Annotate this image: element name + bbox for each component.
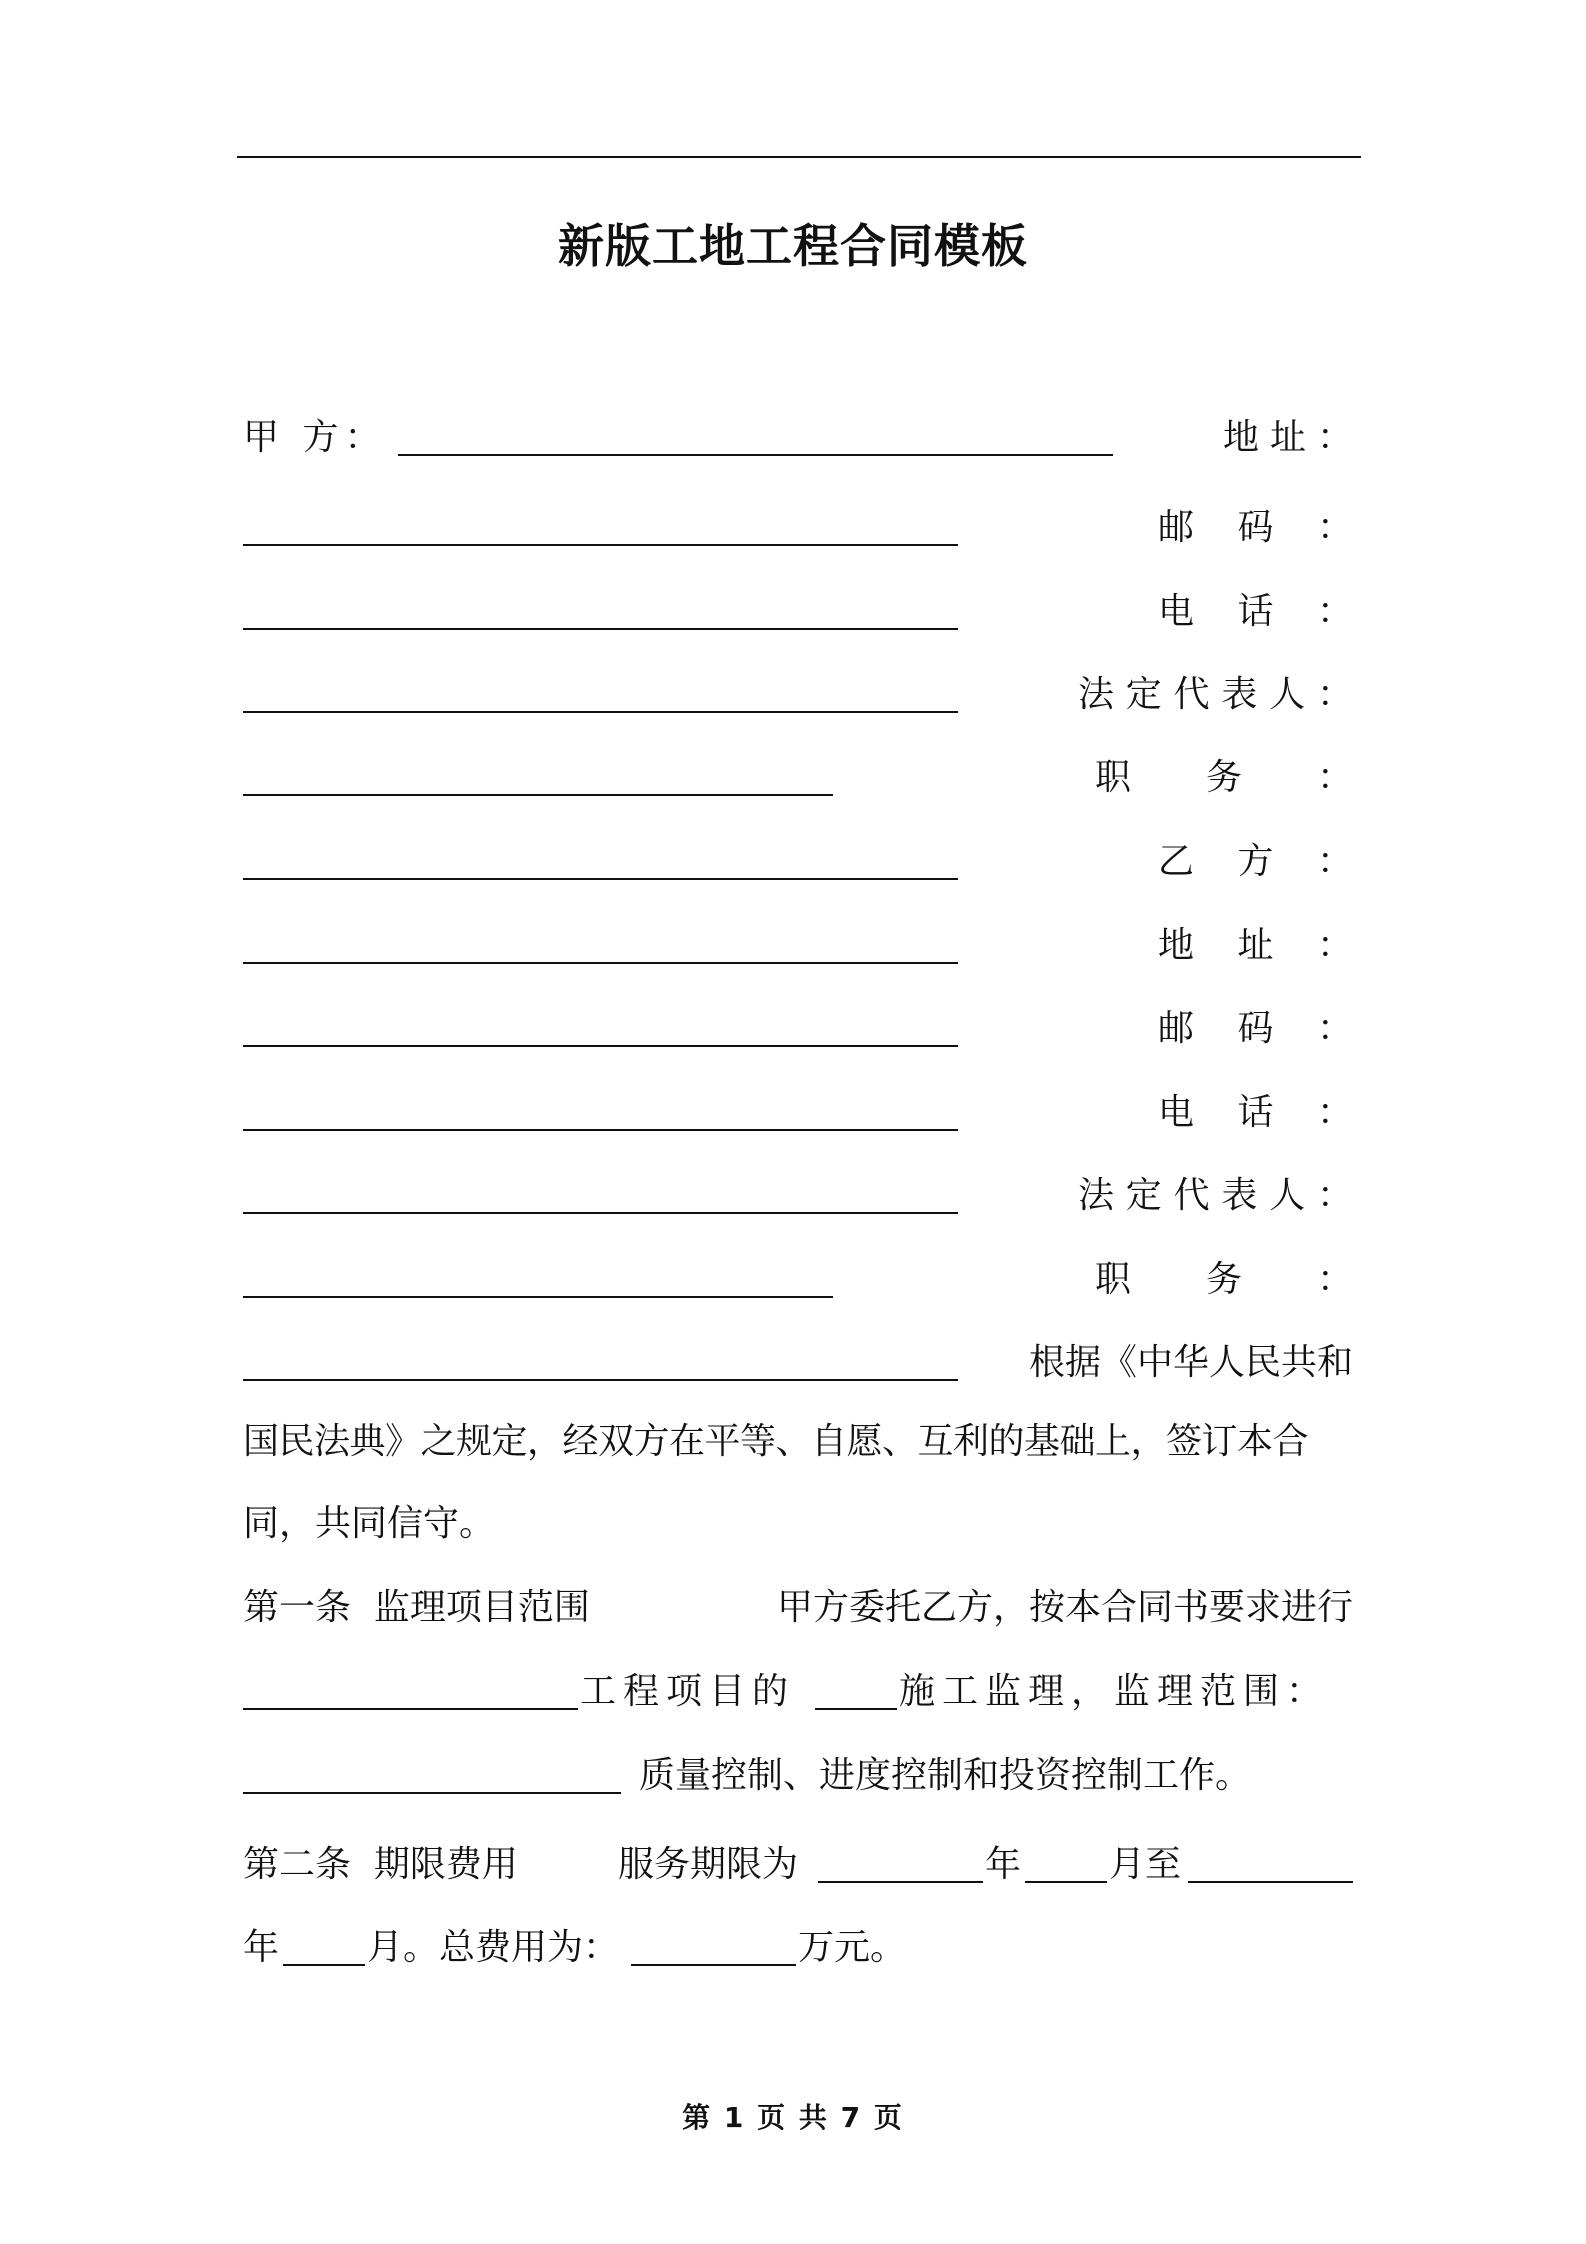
start-year-blank <box>818 1881 983 1883</box>
field-label: 乙 方 ： <box>1158 841 1353 882</box>
field-blank <box>243 1212 958 1214</box>
field-label: 职 务 ： <box>1095 1259 1353 1300</box>
field-label: 电 话 ： <box>1158 1092 1353 1133</box>
article-2-text-2a: 年 <box>243 1927 280 1968</box>
article-1-text-1: 甲方委托乙方，按本合同书要求进行 <box>776 1587 1353 1628</box>
field-blank <box>243 544 958 546</box>
header-rule <box>237 156 1361 158</box>
total-fee-blank <box>631 1964 796 1966</box>
article-2-row-2 <box>243 1918 1353 1978</box>
article-2-text-2b: 月。总费用为： <box>367 1927 620 1968</box>
supervision-type-blank <box>815 1708 897 1710</box>
article-2-heading: 第二条 期限费用 <box>243 1844 518 1885</box>
field-row-postcode-b <box>243 999 1353 1059</box>
address-top-label: 地 址 ： <box>1223 417 1353 458</box>
page-footer: 第 1 页 共 7 页 <box>682 2101 904 2134</box>
field-blank <box>243 794 833 796</box>
end-year-blank <box>1188 1881 1353 1883</box>
party-a-blank <box>398 454 1113 456</box>
field-blank <box>243 628 958 630</box>
start-month-blank <box>1025 1881 1107 1883</box>
intro-line-3: 同，共同信守。 <box>243 1503 496 1544</box>
article-1-text-3: 质量控制、进度控制和投资控制工作。 <box>639 1755 1252 1796</box>
article-1-row-3 <box>243 1746 1353 1806</box>
scope-blank <box>243 1792 621 1794</box>
article-2-row-1 <box>243 1835 1353 1895</box>
end-month-blank <box>283 1964 365 1966</box>
field-row-phone-b <box>243 1083 1353 1143</box>
document-title: 新版工地工程合同模板 <box>558 219 1028 273</box>
field-blank <box>243 878 958 880</box>
party-a-row <box>243 408 1353 468</box>
field-label: 地 址 ： <box>1158 925 1353 966</box>
field-row-position-a <box>243 748 1353 808</box>
intro-line-2: 国民法典》之规定，经双方在平等、自愿、互利的基础上，签订本合 <box>243 1421 1309 1462</box>
field-row-legal-rep-a <box>243 665 1353 725</box>
field-label: 电 话 ： <box>1158 591 1353 632</box>
field-blank <box>243 1129 958 1131</box>
article-1-row-2 <box>243 1662 1353 1722</box>
article-1-text-2a: 工程项目的 <box>580 1671 796 1712</box>
article-2-text-1a: 服务期限为 <box>618 1844 799 1885</box>
field-row-phone-a <box>243 582 1353 642</box>
article-1-text-2b: 施工监理，监理范围： <box>899 1671 1330 1712</box>
field-row-address-b <box>243 916 1353 976</box>
field-blank <box>243 1045 958 1047</box>
field-label: 法 定 代 表 人 ： <box>1078 674 1353 715</box>
field-blank <box>243 1379 958 1381</box>
field-blank <box>243 962 958 964</box>
field-label: 邮 码 ： <box>1158 507 1353 548</box>
article-2-text-1c: 月至 <box>1109 1844 1182 1885</box>
party-a-label: 甲 方： <box>243 417 387 458</box>
intro-row <box>243 1333 1353 1393</box>
field-row-party-b <box>243 832 1353 892</box>
intro-line-1: 根据《中华人民共和 <box>1028 1342 1353 1383</box>
field-label: 法 定 代 表 人 ： <box>1078 1175 1353 1216</box>
field-row-legal-rep-b <box>243 1166 1353 1226</box>
article-1-heading: 第一条 监理项目范围 <box>243 1587 590 1628</box>
article-2-text-1b: 年 <box>985 1844 1022 1885</box>
project-name-blank <box>243 1708 578 1710</box>
article-1-row-1 <box>243 1578 1353 1638</box>
article-2-text-2c: 万元。 <box>798 1927 907 1968</box>
field-blank <box>243 1296 833 1298</box>
field-row-position-b <box>243 1250 1353 1310</box>
field-label: 邮 码 ： <box>1158 1008 1353 1049</box>
field-blank <box>243 711 958 713</box>
field-row-postcode-a <box>243 498 1353 558</box>
field-label: 职 务 ： <box>1095 757 1353 798</box>
